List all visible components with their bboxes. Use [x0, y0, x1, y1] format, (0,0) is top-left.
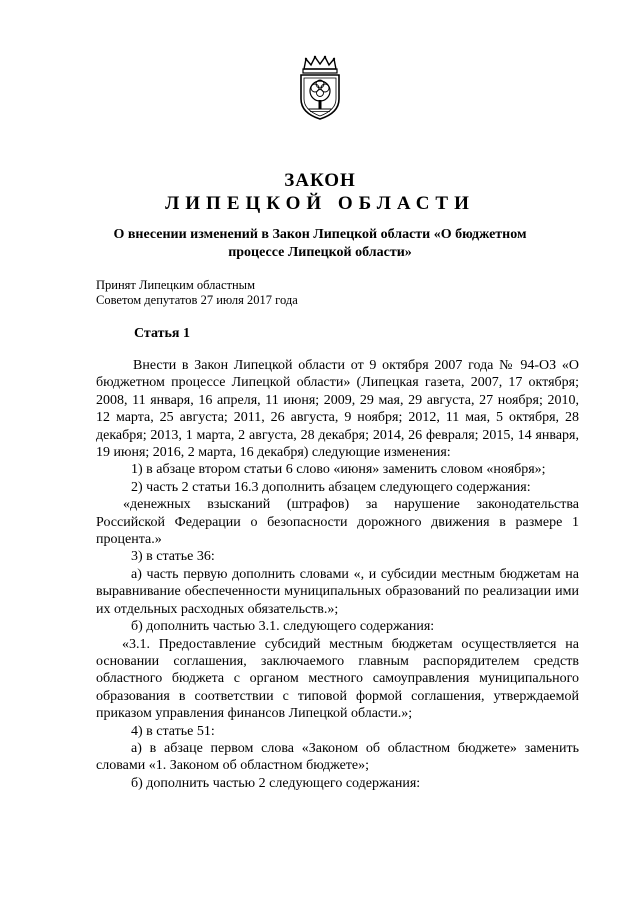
subject-line: процессе Липецкой области»	[228, 245, 412, 260]
article-paragraph: 3) в статье 36:	[131, 549, 215, 565]
article-paragraph: 2) часть 2 статьи 16.3 дополнить абзацем следующего содержания:	[131, 479, 531, 495]
article-paragraph: Внести в Закон Липецкой области от 9 октября 2007 года № 94-ОЗ «О бюджетном процессе Липецкой области» (Липецкая газета, 2007, 17 октября; 2008, 11 января, 16 апреля, 11 июня; 2009, 29 мая, 29 августа, 27 ноября; 2010, 12 марта, 25 августа; 2011, 26 августа, 9 ноября; 2012, 11 мая, 5 октября, 28 декабря; 2013, 1 марта, 2 августа, 28 декабря; 2014, 26 февраля; 2015, 14 января, 19 июня; 2016, 2 марта, 16 декабря) следующие изменения:	[96, 358, 579, 461]
article-paragraph: б) дополнить частью 2 следующего содержания:	[131, 775, 421, 791]
article-paragraph: 1) в абзаце втором статьи 6 слово «июня» заменить словом «ноября»;	[131, 462, 546, 478]
adoption-line: Советом депутатов 27 июля 2017 года	[96, 293, 298, 307]
article-paragraph: «3.1. Предоставление субсидий местным бюджетам осуществляется на основании соглашения, заключаемого главным распорядителем средств областного бюджета с органом местного самоуправления муниципального образования в соответствии с типовой формой соглашения, утверждаемой приказом управления финансов Липецкой области.»;	[96, 636, 579, 722]
article-paragraph: а) часть первую дополнить словами «, и субсидии местным бюджетам на выравнивание обеспеченности муниципальных образований по реализации ими их отдельных расходных обязательств.»;	[96, 566, 579, 617]
adoption-line: Принят Липецким областным	[96, 278, 255, 292]
coat-of-arms-icon	[294, 55, 346, 121]
document-subject	[100, 226, 540, 262]
document-title: ЗАКОН	[284, 170, 356, 191]
subject-line: О внесении изменений в Закон Липецкой области «О бюджетном	[113, 227, 527, 242]
adoption-note	[96, 278, 298, 308]
article-paragraph: «денежных взысканий (штрафов) за нарушение законодательства Российской Федерации о безопасности дорожного движения в размере 1 процента.»	[96, 497, 579, 548]
document-title-region: ЛИПЕЦКОЙ ОБЛАСТИ	[165, 193, 475, 214]
article-paragraph: 4) в статье 51:	[131, 723, 215, 739]
article-paragraph: б) дополнить частью 3.1. следующего содержания:	[131, 619, 435, 635]
article-heading: Статья 1	[134, 326, 190, 341]
article-paragraph: а) в абзаце первом слова «Законом об областном бюджете» заменить словами «1. Законом об областном бюджете»;	[96, 740, 579, 774]
article-body	[96, 357, 579, 792]
